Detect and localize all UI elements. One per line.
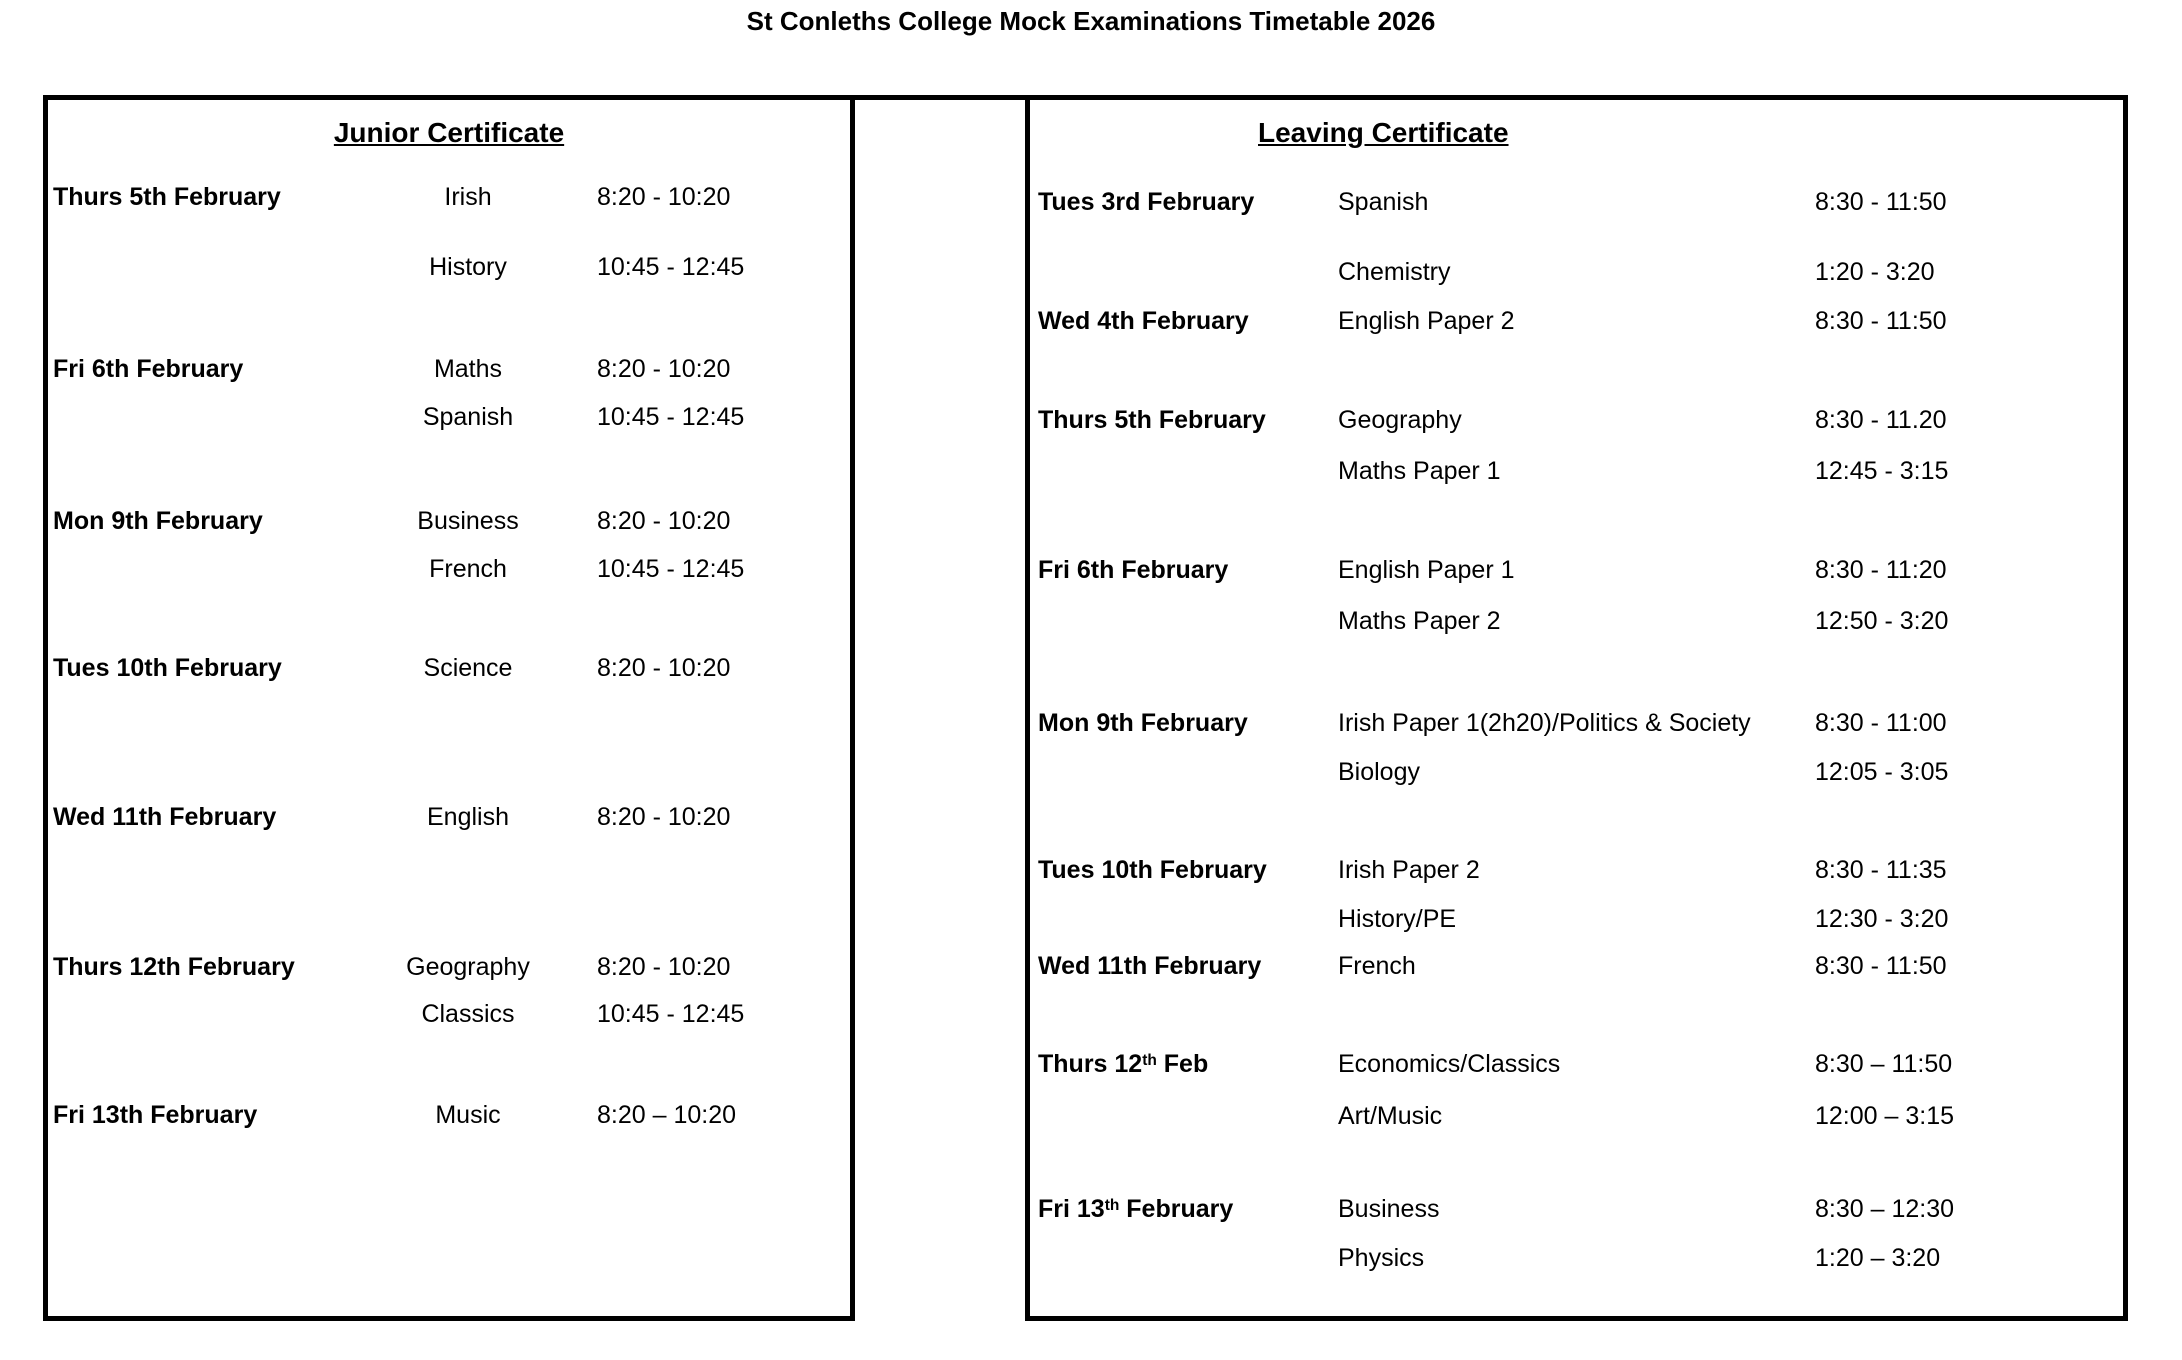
exam-time: 8:30 – 11:50 xyxy=(1815,1050,1953,1078)
exam-subject: Irish xyxy=(444,183,492,211)
exam-date-text: Thurs 12 xyxy=(1038,1050,1143,1078)
exam-subject: English xyxy=(427,803,509,831)
exam-time: 8:20 - 10:20 xyxy=(597,803,731,831)
exam-subject: Spanish xyxy=(422,403,514,431)
table-row xyxy=(1030,1193,2123,1225)
exam-subject: History/PE xyxy=(1338,905,1457,933)
table-row xyxy=(48,801,850,833)
exam-date-text: February xyxy=(1119,1195,1234,1223)
exam-date xyxy=(1038,1048,1208,1080)
exam-time: 8:20 - 10:20 xyxy=(597,355,731,383)
exam-date: Tues 3rd February xyxy=(1038,188,1255,216)
exam-time: 12:30 - 3:20 xyxy=(1815,905,1949,933)
table-row xyxy=(48,401,850,433)
table-row xyxy=(1030,903,2123,935)
exam-subject: French xyxy=(1338,952,1416,980)
exam-date: Fri 13th February xyxy=(53,1101,258,1129)
table-row xyxy=(48,251,850,283)
table-row xyxy=(1030,256,2123,288)
exam-subject: Music xyxy=(435,1101,501,1129)
leaving-certificate-table xyxy=(1025,95,2128,1321)
table-row xyxy=(1030,1048,2123,1080)
exam-time: 8:30 – 12:30 xyxy=(1815,1195,1955,1223)
table-row xyxy=(48,1099,850,1131)
exam-time: 1:20 – 3:20 xyxy=(1815,1244,1941,1272)
exam-time: 12:00 – 3:15 xyxy=(1815,1102,1955,1130)
exam-date-text: Fri 13 xyxy=(1038,1195,1105,1223)
exam-time: 12:50 - 3:20 xyxy=(1815,607,1949,635)
exam-subject: Biology xyxy=(1338,758,1420,786)
exam-date: Mon 9th February xyxy=(1038,709,1248,737)
exam-subject: Spanish xyxy=(1338,188,1429,216)
exam-time: 8:20 - 10:20 xyxy=(597,183,731,211)
exam-time: 12:05 - 3:05 xyxy=(1815,758,1949,786)
exam-subject: Science xyxy=(423,654,513,682)
table-row xyxy=(48,505,850,537)
table-row xyxy=(1030,707,2123,739)
leaving-certificate-header: Leaving Certificate xyxy=(1258,117,1509,148)
exam-time: 8:20 - 10:20 xyxy=(597,507,731,535)
exam-time: 8:30 - 11:35 xyxy=(1815,856,1947,884)
exam-subject: Economics/Classics xyxy=(1338,1050,1561,1078)
table-row xyxy=(1030,554,2123,586)
page-title: St Conleths College Mock Examinations Timetable 2026 xyxy=(746,6,1436,36)
exam-time: 8:20 – 10:20 xyxy=(597,1101,737,1129)
exam-time: 8:20 - 10:20 xyxy=(597,953,731,981)
exam-time: 10:45 - 12:45 xyxy=(597,403,745,431)
exam-date: Thurs 12th February xyxy=(53,953,295,981)
exam-subject: Business xyxy=(417,507,519,535)
exam-time: 8:30 - 11:50 xyxy=(1815,188,1947,216)
exam-subject: Physics xyxy=(1338,1244,1425,1272)
exam-date: Thurs 5th February xyxy=(1038,406,1266,434)
table-row xyxy=(48,181,850,213)
exam-subject: Chemistry xyxy=(1338,258,1451,286)
exam-subject: History xyxy=(429,253,507,281)
table-row xyxy=(1030,455,2123,487)
exam-subject: Geography xyxy=(406,953,530,981)
exam-time: 8:30 - 11:50 xyxy=(1815,952,1947,980)
table-row xyxy=(1030,950,2123,982)
table-row xyxy=(48,652,850,684)
exam-time: 8:30 - 11:20 xyxy=(1815,556,1947,584)
table-row xyxy=(1030,186,2123,218)
table-row xyxy=(48,353,850,385)
exam-subject: Maths Paper 1 xyxy=(1338,457,1501,485)
exam-time: 8:20 - 10:20 xyxy=(597,654,731,682)
exam-time: 10:45 - 12:45 xyxy=(597,253,745,281)
exam-date: Wed 11th February xyxy=(53,803,277,831)
exam-subject: English Paper 1 xyxy=(1338,556,1515,584)
exam-date: Fri 6th February xyxy=(1038,556,1229,584)
exam-subject: Maths Paper 2 xyxy=(1338,607,1501,635)
exam-date: Fri 6th February xyxy=(53,355,244,383)
junior-certificate-table xyxy=(43,95,855,1321)
exam-time: 8:30 - 11:50 xyxy=(1815,307,1947,335)
table-row xyxy=(1030,404,2123,436)
exam-date: Thurs 5th February xyxy=(53,183,281,211)
exam-subject: Art/Music xyxy=(1338,1102,1443,1130)
exam-time: 1:20 - 3:20 xyxy=(1815,258,1935,286)
exam-subject: Business xyxy=(1338,1195,1440,1223)
table-row xyxy=(48,951,850,983)
table-row xyxy=(1030,756,2123,788)
exam-subject: English Paper 2 xyxy=(1338,307,1515,335)
exam-time: 8:30 - 11:00 xyxy=(1815,709,1947,737)
table-row xyxy=(1030,1242,2123,1274)
ordinal-superscript: th xyxy=(1142,1052,1157,1070)
exam-date-text: Feb xyxy=(1156,1050,1209,1078)
exam-date: Wed 4th February xyxy=(1038,307,1249,335)
exam-time: 10:45 - 12:45 xyxy=(597,555,745,583)
exam-subject: Geography xyxy=(1338,406,1462,434)
exam-subject: Irish Paper 1(2h20)/Politics & Society xyxy=(1338,709,1751,737)
table-row xyxy=(1030,305,2123,337)
table-top-border-connector xyxy=(850,95,1030,100)
exam-date xyxy=(1038,1193,1233,1225)
ordinal-superscript: th xyxy=(1104,1197,1120,1215)
table-row xyxy=(1030,1100,2123,1132)
exam-time: 10:45 - 12:45 xyxy=(597,1000,745,1028)
table-row xyxy=(48,553,850,585)
exam-subject: Maths xyxy=(433,355,503,383)
exam-date: Mon 9th February xyxy=(53,507,263,535)
junior-certificate-header: Junior Certificate xyxy=(333,117,565,148)
exam-subject: Irish Paper 2 xyxy=(1338,856,1480,884)
exam-date: Wed 11th February xyxy=(1038,952,1262,980)
table-row xyxy=(1030,605,2123,637)
table-row xyxy=(1030,854,2123,886)
table-row xyxy=(48,998,850,1030)
exam-date: Tues 10th February xyxy=(53,654,282,682)
exam-subject: Classics xyxy=(421,1000,515,1028)
exam-time: 8:30 - 11.20 xyxy=(1815,406,1947,434)
exam-time: 12:45 - 3:15 xyxy=(1815,457,1949,485)
exam-subject: French xyxy=(429,555,507,583)
exam-date: Tues 10th February xyxy=(1038,856,1267,884)
